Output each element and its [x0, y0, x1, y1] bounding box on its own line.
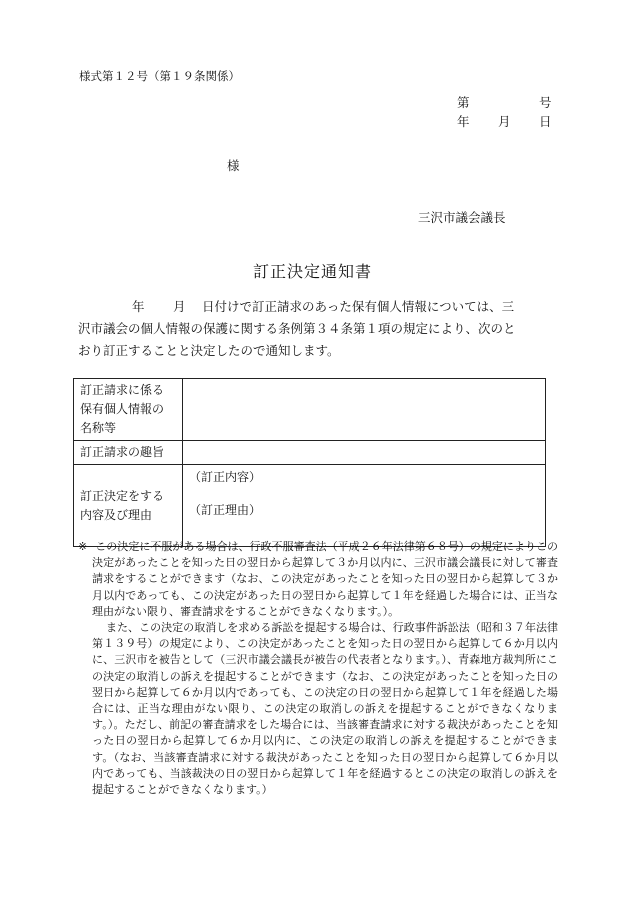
row3-label-line1: 訂正決定をする [80, 488, 165, 503]
body-line-3: おり訂正することと決定したので通知します。 [78, 343, 340, 358]
date-month-label: 月 [498, 114, 511, 129]
body-date-year: 年 [132, 299, 145, 314]
row3-reason-label: （訂正理由） [189, 503, 262, 517]
date-year-label: 年 [457, 114, 470, 129]
body-line-1: 日付けで訂正請求のあった保有個人情報については、三 [202, 299, 515, 314]
note-text-1: この決定に不服がある場合は、行政不服審査法（平成２６年法律第６８号）の規定によりこの決定があったことを知った日の翌日から起算して３か月以内に、三沢市議会議長に対して審査請求をすることができます（なお、この決定があったことを知った日の翌日から起算して３か月以内であっても、この決定があった日の翌日から起算して１年を経過した場合には、正当な理由がない限り、審査請求をすることができなくなります。）。 [92, 540, 559, 618]
row1-label-line1: 訂正請求に係る [80, 383, 165, 397]
row1-value-cell [183, 379, 546, 441]
table-row [74, 441, 546, 465]
row3-label-line2: 内容及び理由 [80, 507, 153, 522]
document-number-suffix: 号 [539, 95, 552, 110]
row1-label-line3: 名称等 [80, 421, 117, 435]
row1-label-line2: 保有個人情報の [80, 402, 165, 416]
row3-content-label: （訂正内容） [189, 470, 262, 484]
table-label-cell [74, 465, 183, 547]
table-row [74, 379, 546, 441]
body-date-month: 月 [173, 299, 186, 314]
note-mark: ※ [78, 540, 88, 553]
row2-label: 訂正請求の趣旨 [74, 441, 183, 465]
notes-section [78, 539, 558, 798]
sender-name: 三沢市議会議長 [418, 210, 506, 225]
note-paragraph-1 [78, 539, 558, 620]
table-label-cell [74, 379, 183, 441]
document-title: 訂正決定通知書 [253, 262, 373, 281]
table-row [74, 465, 546, 547]
row2-value-cell [183, 441, 546, 465]
date-day-label: 日 [539, 114, 552, 129]
form-number: 様式第１２号（第１９条関係） [79, 69, 240, 83]
note-paragraph-2 [78, 620, 558, 798]
correction-form-table [73, 378, 546, 547]
note-text-2: また、この決定の取消しを求める訴訟を提起する場合は、行政事件訴訟法（昭和３７年法律第１３９号）の規定により、この決定があったことを知った日の翌日から起算して６か月以内に、三沢市を被告として（三沢市議会議長が被告の代表者となります。）、青森地方裁判所にこの決定の取消しの訴えを提起することができます（なお、この決定があったことを知った日の翌日から起算して６か月以内であっても、この決定の日の翌日から起算して１年を経過した場合には、正当な理由がない限り、この決定の取消しの訴えを提起することができなくなります。）。ただし、前記の審査請求をした場合には、当該審査請求に対する裁決があったことを知った日の翌日から起算して６か月以内に、この決定の取消しの訴えを提起することができます。（なお、当該審査請求に対する裁決があったことを知った日の翌日から起算して６か月以内であっても、当該裁決の日の翌日から起算して１年を経過するとこの決定の取消しの訴えを提起することができなくなります。） [92, 621, 558, 797]
row3-value-cell [183, 465, 546, 547]
addressee-honorific: 様 [227, 158, 240, 173]
body-line-2: 沢市議会の個人情報の保護に関する条例第３４条第１項の規定により、次のと [78, 321, 516, 336]
document-number-label: 第 [457, 95, 470, 110]
